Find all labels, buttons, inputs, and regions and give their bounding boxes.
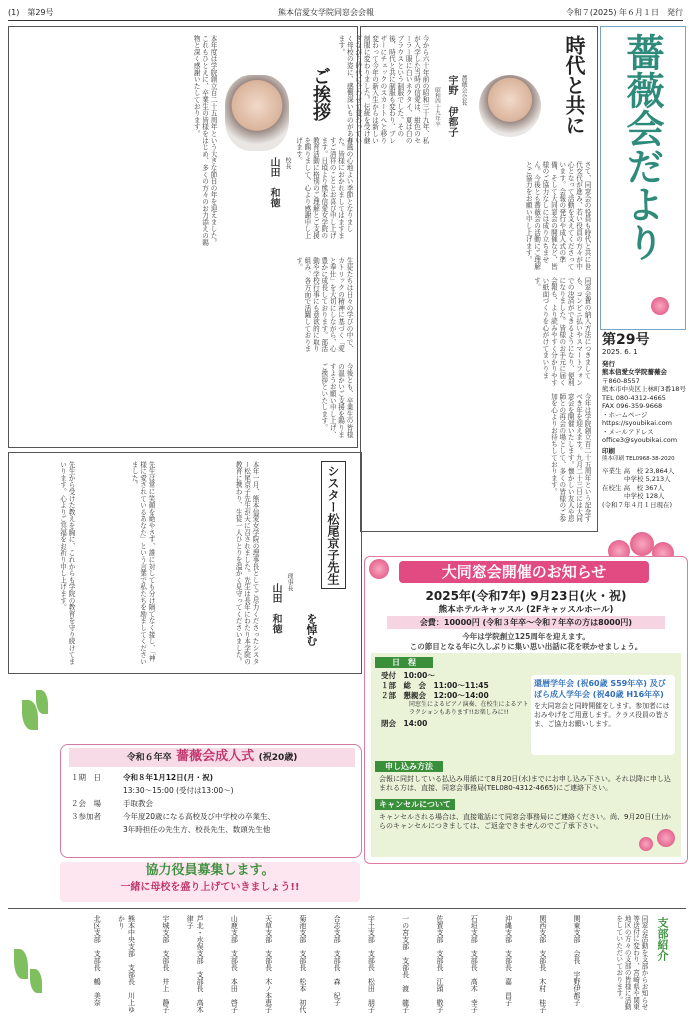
apply-label: 申し込み方法 [375,761,443,772]
author-name: 宇野 伊都子 [446,75,457,138]
article-sister-body: 本年一月、熊本信愛女学院の理事長としてご尽力くださったシスター松尾京子先生が天に召されました。先生は長年にわたり本学院の教育に携わり、生徒一人ひとりを温かく見守ってくださいました。 [234,461,259,665]
branch-item: 山鹿支部 支部長 本田 啓子 [230,915,239,1013]
issue-number: 第29号 [602,332,650,348]
seijin-title-prefix: 令和６年卒 [126,753,172,763]
seijin-title [69,748,355,767]
principal-name: 山田 和徳 [268,157,279,208]
seijin-notice [60,744,362,858]
rose-icon [369,559,389,579]
schedule-row: ２部 懇親会 12:00～14:00 [381,691,489,700]
article-sister-title-tail: を悼む [305,613,318,646]
bara-title: ばら成人学年会 (祝40歳 H16年卒) [534,690,664,699]
seijin-row: １期 日 令和８年1月12日(月・祝) [71,773,214,782]
page-header [8,6,683,21]
branch-item: 沖縄支部 支部長 嘉 昌子 [504,915,513,1006]
fax: FAX 096-359-9668 [602,402,663,410]
article-aisatsu-body: 今後とも、卒業生の皆様の温かいご支援を賜りますようお願い申し上げ、ご挨拶といたします。 [319,363,353,438]
article-aisatsu-title: ご挨拶 [310,67,331,121]
masthead-title-box [600,26,686,330]
close-row: 閉会 14:00 [381,719,428,728]
principal-role: 校長 [284,157,291,170]
leaf-decoration [36,690,48,714]
masthead-info [602,332,686,509]
mail-label: ・メールアドレス [602,427,654,436]
article-sister-body: 先生から受けた教えを胸に、これからも学院の教育を守り続けてまいります。心よりご冥福をお祈り申し上げます。 [58,461,75,665]
homepage-link[interactable]: https://syoubikai.com [602,419,672,427]
article-sister-title-main: シスター松尾京子先生 [326,465,340,585]
branch-item: 北区支部 支部長 鶴 美奈 [93,915,102,1006]
reunion-note-2: この節目となる年に久しぶりに集い思い出話に花を咲かせましょう。 [409,642,643,651]
member-counts [602,467,686,510]
article-sister-title [321,461,346,589]
recruit-line-1: 協力役員募集します。 [145,863,275,878]
article-aisatsu-body: 生徒たちは日々の学びの中で、カトリックの精神に基づく「愛と奉仕」を大切にしながら、心豊かに成長しております。部活動や学校行事にも意欲的に取り組み、各方面で活躍しております。 [294,257,353,353]
branches-intro: 同窓会活動を支部からお知らせ等送付に変わり、宮崎県や関東地区の方々の支部の皆様に活動をしていただいております。 [614,915,648,1011]
reunion-fee: 会費：10000円 (令和３年卒～令和７年卒の方は8000円) [387,616,665,629]
article-sister [8,452,362,674]
article-jidai-body: 今年は学院創立百二十五周年という記念すべき年を迎えます。九月二十三日には大同窓会を開催いたします。懐かしい友人や恩師との再会の場として、多くの皆様のご参加を心よりお待ちしております。 [549,393,591,523]
article-aisatsu-body: 本年度は学院創立百二十五周年という大きな節目の年を迎えました。これもひとえに、卒業生の皆様をはじめ、多くの方々のお力添えの賜物と深く感謝いたしております。 [192,35,217,246]
reunion-notice [364,556,688,864]
recruit-notice [60,862,360,902]
print-label: 印刷 [602,446,615,455]
seijin-title-suffix: (祝20歳) [258,753,298,763]
seijin-list [71,771,357,836]
party-note: 同窓生によるピアノ演奏、在校生によるアトラクションもあります!!お楽しみに!! [409,701,529,716]
sister-author-role: 理事長 [286,573,293,592]
article-aisatsu [8,26,358,448]
publisher-label: 発行 [602,359,615,368]
member-row: 中学校 128人 [624,492,665,500]
cancel-label: キャンセルについて [375,799,455,810]
branch-item: 宇城支部 支部長 井上 静子 [161,915,170,1013]
article-aisatsu-body: 春風の心地よい季節となりました。皆様におかれましてはますますご清祥のこととお喜び申し上げます。日頃より熊本信愛女学院の教育活動に格別のご理解とご支援を賜りまして、心より感謝申し上げます。 [294,137,353,239]
branches-title: 支部紹介 [656,917,669,961]
member-row: 在校生 高 校 367人 [602,483,665,492]
postal-code: 〒860-8557 [602,376,640,385]
issue-date: 令和７(2025) 年６月１日 発行 [565,8,683,17]
issue-date-en: 2025. 6. 1 [602,348,638,356]
printer: 熊本印刷 TEL0968-38-2020 [602,456,675,462]
branch-item: 合志支部 支部長 森 紀子 [333,915,342,1006]
article-jidai-body: 同窓会費の納入方法につきましても、コンビニ払いやスマートフォンでの決済ができるようになり、便利になりました。皆様のお手元に届く会報も、より読みやすく分かりやすい紙面づくりを心がけてまいります。 [532,277,591,386]
seijin-row: 3年時担任の先生方、校長先生、数頭先生他 [123,825,271,834]
branch-item: 菊池支部 支部長 松本 初代 [298,915,307,1013]
author-photo [479,75,541,137]
cancel-text: キャンセルされる場合は、直接電話にて同窓会事務局にご連絡ください。尚、9月20日(土)からのキャンセルにつきましては、ご返金できませんのでご了承下さい。 [379,813,671,830]
schedule-row: １部 総 会 11:00～11:45 [381,681,489,690]
member-row: 卒業生 高 校 23,864人 [602,466,675,475]
mail-link[interactable]: office3@syoubikai.com [602,436,678,444]
principal-photo [225,75,289,151]
branch-item: 宇土支部 支部長 松田 朋子 [367,915,376,1013]
masthead-title: 薔薇会だより [620,33,665,261]
branch-item: 熊本中央支部 支部長 川上ゆかり [117,915,136,1013]
reunion-venue: 熊本ホテルキャッスル (2Fキャッスルホール) [438,605,614,615]
apply-text: 会報に同封している払込み用紙にて8月20日(水)までにお申し込み下さい。それ以降に申し込まれる方は、直接、同窓会事務局(TEL080-4312-4665)にご連絡下さい。 [379,775,671,792]
publisher-name: 熊本信愛女学院薔薇会 [602,368,667,376]
branch-item: 関東支部 会長 宇野伊都子 [573,915,581,1006]
member-row: 中学校 5,213人 [624,475,671,483]
branch-item: 一の宮支部 支部長 渡 龍子 [401,915,410,1013]
seijin-row: ２会 場 手取教会 [71,799,153,808]
reunion-note-1: 今年は学院創立125周年を迎えます。 [462,632,590,641]
branch-item: 関西支部 支部長 木村 桂子 [538,915,547,1013]
author-role: 薔薇会会長 [460,75,467,106]
branch-item: 天草支部 支部長 木ノ本恵子 [264,915,273,1013]
leaf-decoration [14,949,28,979]
recruit-line-2: 一緒に母校を盛り上げていきましょう!! [120,882,300,893]
page-number: (1) 第29号 [8,8,54,17]
address: 熊本市中央区上林町3番18号 [602,385,686,393]
schedule-row: 受付 10:00～ [381,671,435,680]
rose-icon [651,297,669,315]
schedule-list [381,671,531,729]
publication-name: 熊本信愛女学院同窓会会報 [278,8,374,17]
branch-item: 石垣支部 支部長 高木 幸子 [470,915,479,1013]
kanreki-box [531,675,675,755]
seijin-row: 13:30～15:00 (受付は13:00～) [123,786,234,795]
seijin-title-main: 薔薇会成人式 [176,749,255,764]
tel: TEL 080-4312-4665 [602,393,666,402]
rose-icon [657,829,675,847]
rose-icon [639,837,653,851]
branch-item: 佐賀支部 支部長 江頭 敬子 [435,915,444,1013]
author-note: 昭和四十九年卒 [434,87,440,127]
member-as-of: (令和７年４月１日現在) [602,500,673,509]
branches-section [8,908,686,1019]
sister-author-name: 山田 和徳 [270,583,281,634]
article-sister-body: 先生は常に笑顔を絶やさず、誰に対しても分け隔てなく接し、「神様に愛されているあなた」という言葉で私たちを励ましてくださいました。 [130,461,155,665]
reunion-title: 大同窓会開催のお知らせ [399,561,649,583]
reunion-details [371,653,681,857]
article-jidai-body: 今から六十年前の昭和三十九年、私が入学した当時の信愛は、紺色のセーラー服に白いネクタイ、夏は白のブラウスという制服でした。その後、時代と共に制服も変わり、ブレザーにチェックのスカートへと移り変わって今年の新入生からは新しい制服に変わりました。伝統を受け継ぎながら時代に合わせて変わっていく母校の姿に、感慨深いものがあります。 [336,35,429,144]
reunion-date: 2025年(令和7年) 9月23日(火・祝) [425,589,627,603]
seijin-row: ３参加者 今年度20歳になる高校及び中学校の卒業生、 [71,812,276,821]
branches-list [68,915,582,1020]
leaf-decoration [30,969,42,993]
homepage-label: ・ホームページ [602,410,648,419]
kanreki-text: を大同窓会と同時開催をします。参加者にはおみやげをご用意します。クラス役員の皆さま、ご協力お願いします。 [534,702,670,728]
article-jidai-body: さて、同窓会の役員も時代と共に世代交代が進み、若い役員の方々が中心となって活動を支えてくださっています。会報の発行や成人式の準備、そして大同窓会の開催など、皆様のご協力なしには成り立ちません。今後とも薔薇会の活動にご理解とご協力をお願い申し上げます。 [524,161,591,270]
schedule-label: 日 程 [375,657,433,668]
kanreki-title: 還暦学年会 (祝60歳 S59年卒) 及び [534,679,666,688]
branch-item: 芦北・水俣支部 支部長 高木 律子 [186,915,205,1020]
article-jidai-title: 時代と共に [562,35,586,135]
